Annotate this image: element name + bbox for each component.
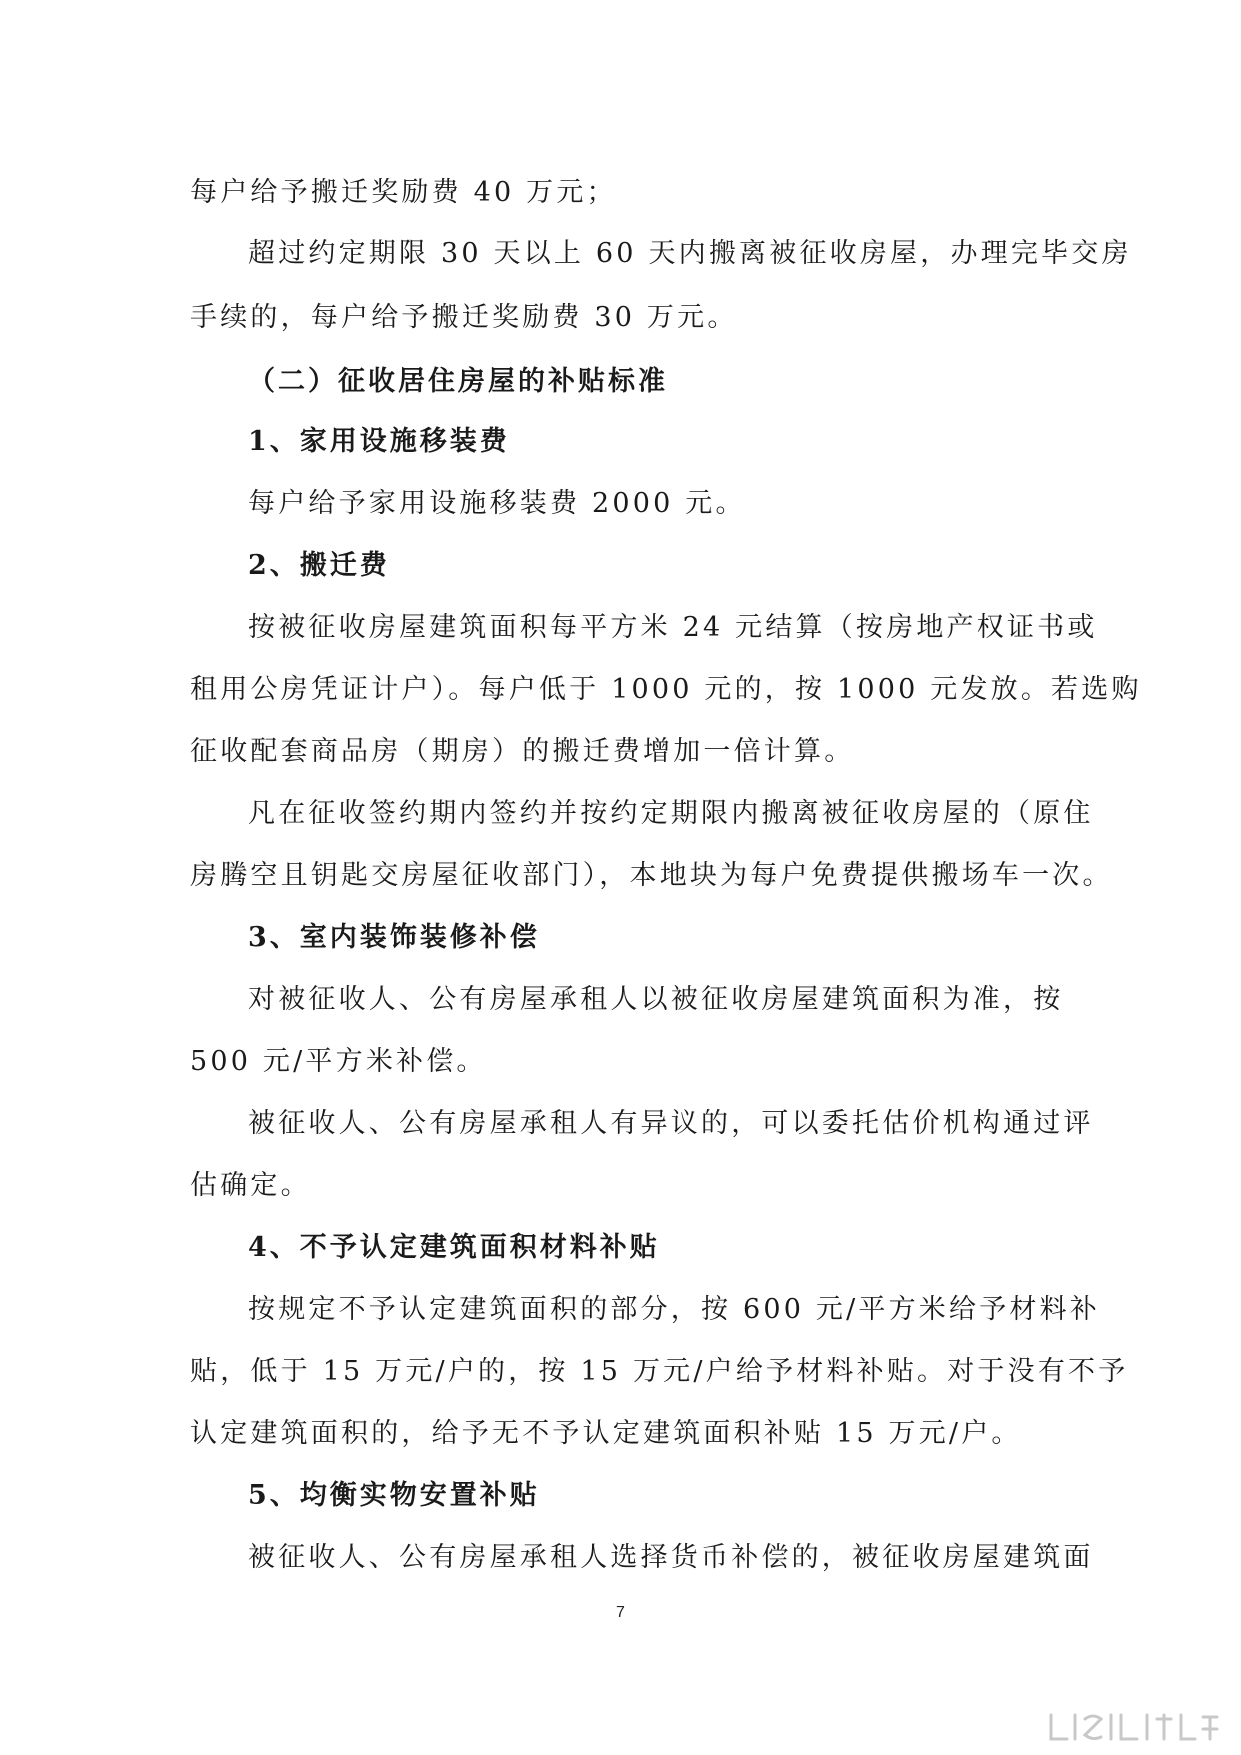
paragraph-start-line: 被征收人、公有房屋承租人有异议的，可以委托估价机构通过评 [248,1108,1094,1139]
paragraph-start-line: 按被征收房屋建筑面积每平方米 24 元结算（按房地产权证书或 [248,612,1098,643]
watermark-logo [1045,1709,1223,1745]
section-heading: （二）征收居住房屋的补贴标准 [248,366,668,397]
body-text-line: 征收配套商品房（期房）的搬迁费增加一倍计算。 [190,736,855,767]
paragraph-start-line: 按规定不予认定建筑面积的部分，按 600 元/平方米给予材料补 [248,1294,1100,1325]
body-text-line: 手续的，每户给予搬迁奖励费 30 万元。 [190,302,738,333]
paragraph-start-line: 被征收人、公有房屋承租人选择货币补偿的，被征收房屋建筑面 [248,1542,1094,1573]
body-text-line: 每户给予搬迁奖励费 40 万元； [190,177,617,208]
subsection-heading-5: 5、均衡实物安置补贴 [248,1480,540,1511]
subsection-heading-2: 2、搬迁费 [248,550,390,581]
subsection-heading-4: 4、不予认定建筑面积材料补贴 [248,1232,660,1263]
subsection-heading-3: 3、室内装饰装修补偿 [248,922,540,953]
paragraph-start-line: 每户给予家用设施移装费 2000 元。 [248,488,746,519]
page-number: 7 [616,1604,625,1621]
body-text-line: 估确定。 [190,1170,311,1201]
paragraph-start-line: 超过约定期限 30 天以上 60 天内搬离被征收房屋，办理完毕交房 [248,238,1132,269]
paragraph-start-line: 对被征收人、公有房屋承租人以被征收房屋建筑面积为准，按 [248,984,1064,1015]
body-text-line: 500 元/平方米补偿。 [190,1046,487,1077]
paragraph-start-line: 凡在征收签约期内签约并按约定期限内搬离被征收房屋的（原住 [248,798,1094,829]
body-text-line: 贴，低于 15 万元/户的，按 15 万元/户给予材料补贴。对于没有不予 [190,1356,1129,1387]
subsection-heading-1: 1、家用设施移装费 [248,426,510,457]
body-text-line: 认定建筑面积的，给予无不予认定建筑面积补贴 15 万元/户。 [190,1418,1022,1449]
body-text-line: 租用公房凭证计户）。每户低于 1000 元的，按 1000 元发放。若选购 [190,674,1142,705]
body-text-line: 房腾空且钥匙交房屋征收部门），本地块为每户免费提供搬场车一次。 [190,860,1113,891]
